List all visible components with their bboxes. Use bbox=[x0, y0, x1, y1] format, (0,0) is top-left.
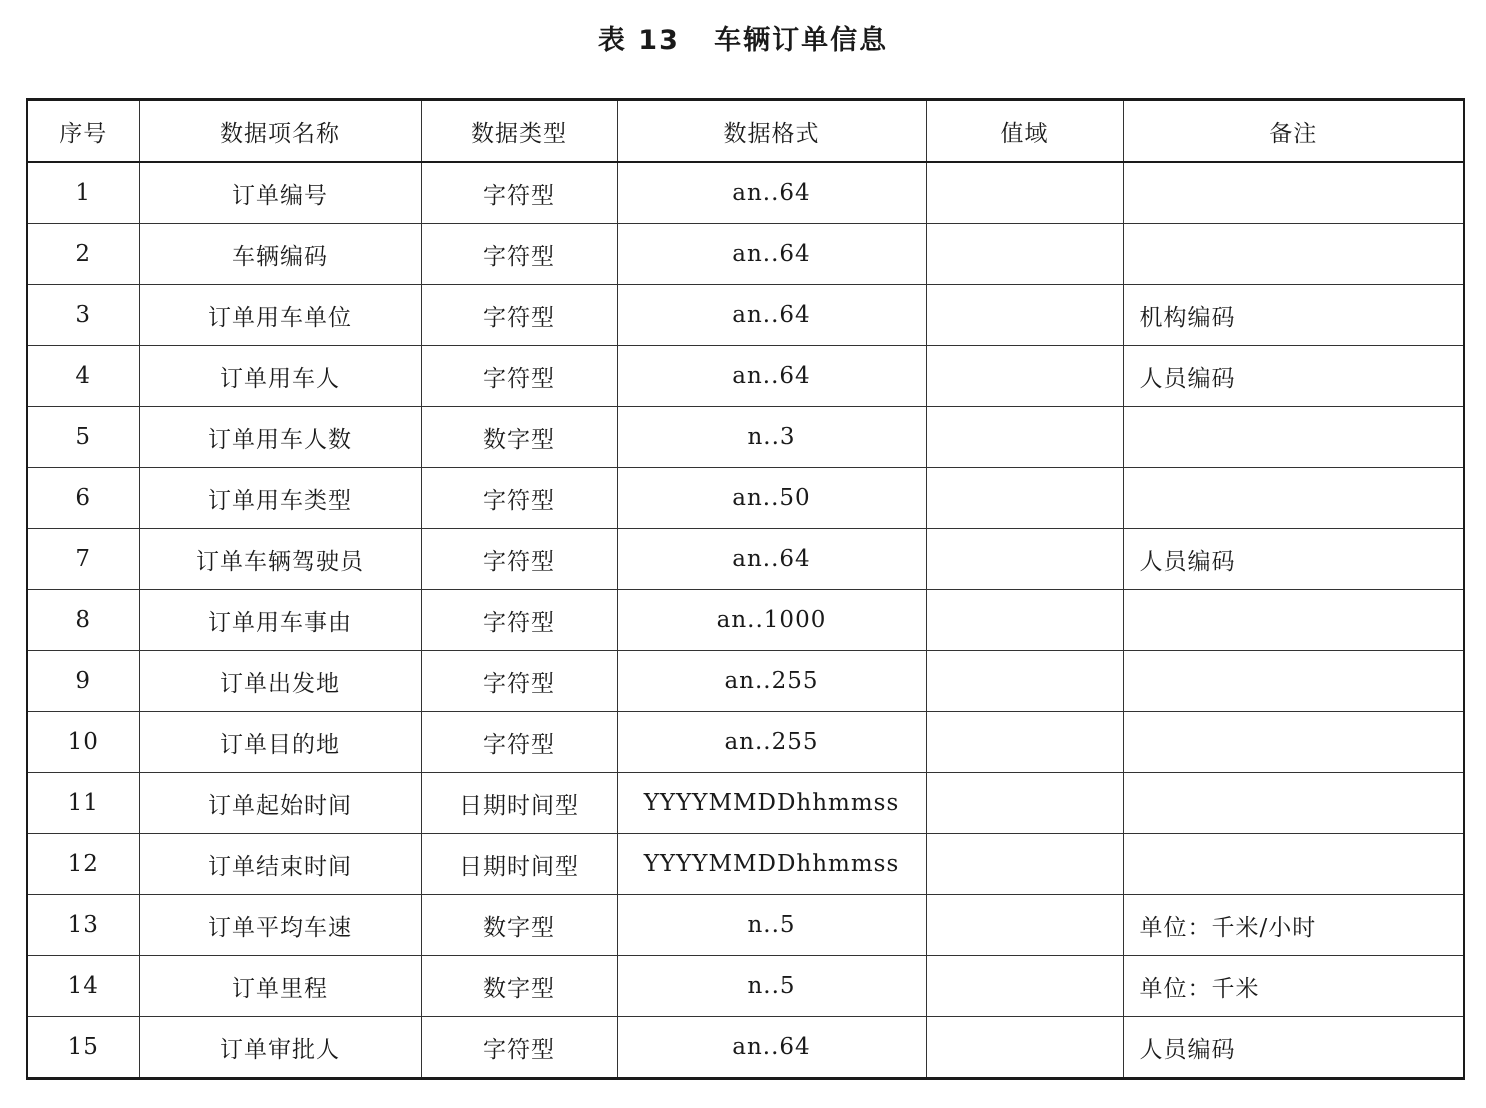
table-row bbox=[27, 407, 1464, 468]
cell-note bbox=[1123, 407, 1464, 468]
cell-range bbox=[926, 224, 1123, 285]
cell-note: 机构编码 bbox=[1123, 285, 1464, 346]
cell-no: 15 bbox=[27, 1017, 139, 1079]
cell-name: 订单用车事由 bbox=[139, 590, 421, 651]
col-header-type: 数据类型 bbox=[421, 100, 617, 163]
cell-name: 订单审批人 bbox=[139, 1017, 421, 1079]
cell-no: 3 bbox=[27, 285, 139, 346]
vehicle-order-table bbox=[26, 98, 1465, 1080]
cell-format: an..255 bbox=[617, 712, 926, 773]
cell-type: 字符型 bbox=[421, 529, 617, 590]
col-header-range: 值域 bbox=[926, 100, 1123, 163]
cell-note: 人员编码 bbox=[1123, 1017, 1464, 1079]
cell-note bbox=[1123, 224, 1464, 285]
cell-name: 订单里程 bbox=[139, 956, 421, 1017]
cell-format: n..3 bbox=[617, 407, 926, 468]
cell-name: 订单编号 bbox=[139, 162, 421, 224]
cell-note: 单位：千米/小时 bbox=[1123, 895, 1464, 956]
cell-note bbox=[1123, 651, 1464, 712]
header-row bbox=[27, 100, 1464, 163]
cell-name: 订单起始时间 bbox=[139, 773, 421, 834]
cell-no: 4 bbox=[27, 346, 139, 407]
cell-range bbox=[926, 529, 1123, 590]
cell-range bbox=[926, 407, 1123, 468]
cell-name: 订单用车人数 bbox=[139, 407, 421, 468]
cell-name: 订单用车人 bbox=[139, 346, 421, 407]
cell-no: 13 bbox=[27, 895, 139, 956]
cell-type: 字符型 bbox=[421, 162, 617, 224]
cell-note bbox=[1123, 712, 1464, 773]
col-header-name: 数据项名称 bbox=[139, 100, 421, 163]
table-row bbox=[27, 956, 1464, 1017]
cell-name: 订单平均车速 bbox=[139, 895, 421, 956]
cell-range bbox=[926, 285, 1123, 346]
cell-range bbox=[926, 651, 1123, 712]
cell-type: 字符型 bbox=[421, 651, 617, 712]
table-row bbox=[27, 346, 1464, 407]
cell-type: 字符型 bbox=[421, 224, 617, 285]
cell-no: 2 bbox=[27, 224, 139, 285]
cell-format: an..255 bbox=[617, 651, 926, 712]
col-header-note: 备注 bbox=[1123, 100, 1464, 163]
cell-range bbox=[926, 956, 1123, 1017]
cell-no: 6 bbox=[27, 468, 139, 529]
table-row bbox=[27, 162, 1464, 224]
table-caption bbox=[0, 18, 1486, 64]
cell-name: 订单目的地 bbox=[139, 712, 421, 773]
cell-note bbox=[1123, 773, 1464, 834]
cell-name: 车辆编码 bbox=[139, 224, 421, 285]
cell-type: 字符型 bbox=[421, 712, 617, 773]
cell-note bbox=[1123, 590, 1464, 651]
cell-type: 字符型 bbox=[421, 1017, 617, 1079]
cell-format: an..64 bbox=[617, 346, 926, 407]
cell-no: 8 bbox=[27, 590, 139, 651]
cell-name: 订单出发地 bbox=[139, 651, 421, 712]
cell-format: n..5 bbox=[617, 895, 926, 956]
cell-no: 1 bbox=[27, 162, 139, 224]
cell-range bbox=[926, 834, 1123, 895]
cell-format: YYYYMMDDhhmmss bbox=[617, 834, 926, 895]
table-row bbox=[27, 224, 1464, 285]
cell-type: 字符型 bbox=[421, 285, 617, 346]
cell-no: 5 bbox=[27, 407, 139, 468]
cell-name: 订单结束时间 bbox=[139, 834, 421, 895]
cell-name: 订单车辆驾驶员 bbox=[139, 529, 421, 590]
cell-no: 12 bbox=[27, 834, 139, 895]
table-row bbox=[27, 1017, 1464, 1079]
cell-range bbox=[926, 162, 1123, 224]
cell-note: 人员编码 bbox=[1123, 346, 1464, 407]
cell-type: 日期时间型 bbox=[421, 834, 617, 895]
table-row bbox=[27, 468, 1464, 529]
cell-format: an..64 bbox=[617, 529, 926, 590]
cell-type: 字符型 bbox=[421, 346, 617, 407]
cell-range bbox=[926, 1017, 1123, 1079]
cell-range bbox=[926, 468, 1123, 529]
table-row bbox=[27, 712, 1464, 773]
col-header-no: 序号 bbox=[27, 100, 139, 163]
cell-type: 数字型 bbox=[421, 407, 617, 468]
cell-format: n..5 bbox=[617, 956, 926, 1017]
cell-format: an..64 bbox=[617, 224, 926, 285]
cell-format: YYYYMMDDhhmmss bbox=[617, 773, 926, 834]
col-header-format: 数据格式 bbox=[617, 100, 926, 163]
cell-no: 10 bbox=[27, 712, 139, 773]
cell-note bbox=[1123, 834, 1464, 895]
table-row bbox=[27, 529, 1464, 590]
cell-no: 7 bbox=[27, 529, 139, 590]
cell-note: 人员编码 bbox=[1123, 529, 1464, 590]
cell-format: an..64 bbox=[617, 1017, 926, 1079]
table-row bbox=[27, 773, 1464, 834]
table-row bbox=[27, 590, 1464, 651]
cell-format: an..64 bbox=[617, 162, 926, 224]
table-row bbox=[27, 285, 1464, 346]
cell-range bbox=[926, 590, 1123, 651]
cell-type: 字符型 bbox=[421, 468, 617, 529]
cell-note bbox=[1123, 468, 1464, 529]
cell-name: 订单用车单位 bbox=[139, 285, 421, 346]
table-body bbox=[27, 162, 1464, 1079]
cell-no: 11 bbox=[27, 773, 139, 834]
cell-note bbox=[1123, 162, 1464, 224]
table-row bbox=[27, 651, 1464, 712]
cell-range bbox=[926, 346, 1123, 407]
table-row bbox=[27, 895, 1464, 956]
cell-format: an..1000 bbox=[617, 590, 926, 651]
cell-type: 字符型 bbox=[421, 590, 617, 651]
cell-range bbox=[926, 712, 1123, 773]
cell-name: 订单用车类型 bbox=[139, 468, 421, 529]
cell-no: 14 bbox=[27, 956, 139, 1017]
table-title: 车辆订单信息 bbox=[714, 25, 889, 56]
cell-note: 单位：千米 bbox=[1123, 956, 1464, 1017]
cell-type: 数字型 bbox=[421, 956, 617, 1017]
cell-type: 日期时间型 bbox=[421, 773, 617, 834]
cell-type: 数字型 bbox=[421, 895, 617, 956]
cell-format: an..50 bbox=[617, 468, 926, 529]
cell-range bbox=[926, 773, 1123, 834]
cell-range bbox=[926, 895, 1123, 956]
table-number: 表 13 bbox=[597, 25, 680, 56]
cell-no: 9 bbox=[27, 651, 139, 712]
cell-format: an..64 bbox=[617, 285, 926, 346]
table-row bbox=[27, 834, 1464, 895]
